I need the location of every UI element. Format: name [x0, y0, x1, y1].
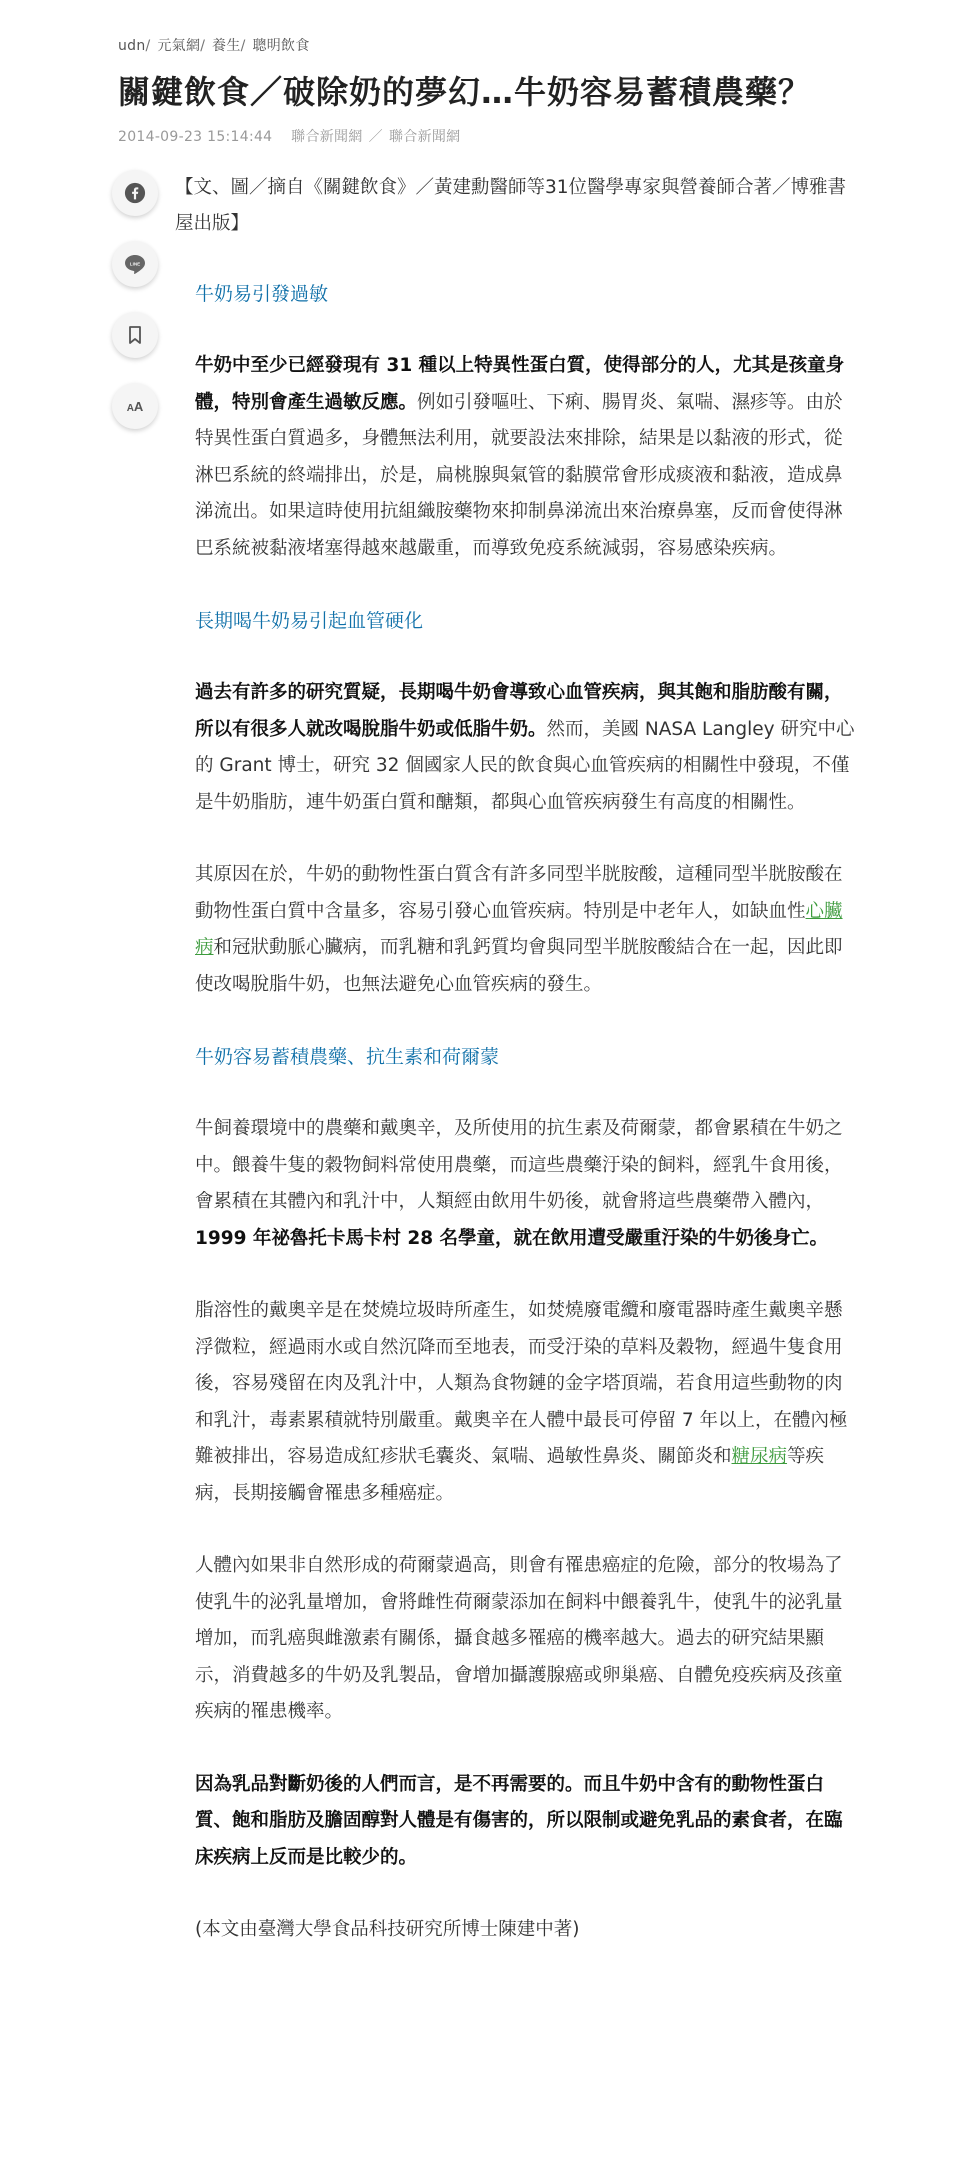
font-size-button[interactable]: [112, 383, 158, 429]
section-heading: 長期喝牛奶易引起血管硬化: [195, 610, 424, 632]
paragraph-bold: 牛奶中至少已經發現有 31 種以上特異性蛋白質，使得部分的人，尤其是孩童身體，特別會產生過敏反應。: [195, 355, 845, 413]
article-intro: 【文、圖／摘自《關鍵飲食》／黃建勳醫師等31位醫學專家與營養師合著／博雅書屋出版】: [175, 177, 847, 234]
breadcrumb-item-udn[interactable]: udn: [118, 38, 146, 54]
line-icon-label: LINE: [129, 261, 141, 267]
paragraph-bold: 1999 年祕魯托卡馬卡村 28 名學童，就在飲用遭受嚴重汙染的牛奶後身亡。: [195, 1227, 829, 1249]
breadcrumb-item-yuanqi[interactable]: 元氣網: [157, 38, 201, 54]
breadcrumb-separator: /: [200, 38, 206, 54]
keyword-link-heart-disease[interactable]: 心臟病: [195, 900, 843, 958]
breadcrumb-item-diet[interactable]: 聰明飲食: [252, 38, 310, 54]
section-heading: 牛奶易引發過敏: [195, 283, 329, 305]
publish-datetime: 2014-09-23 15:14:44: [118, 129, 273, 145]
section-heading: 牛奶容易蓄積農藥、抗生素和荷爾蒙: [195, 1046, 500, 1068]
paragraph: 其原因在於，牛奶的動物性蛋白質含有許多同型半胱胺酸，這種同型半胱胺酸在動物性蛋白質中含量多，容易引發心血管疾病。特別是中老年人，如缺血性心臟病和冠狀動脈心臟病，而乳糖和乳鈣質均會與同型半胱胺酸結合在一起，因此即使改喝脫脂牛奶，也無法避免心血管疾病的發生。: [195, 864, 843, 995]
paragraph: 脂溶性的戴奧辛是在焚燒垃圾時所產生，如焚燒廢電纜和廢電器時產生戴奧辛懸浮微粒，經過雨水或自然沉降而至地表，而受汙染的草料及穀物，經過牛隻食用後，容易殘留在肉及乳汁中，人類為食物鏈的金字塔頂端，若食用這些動物的肉和乳汁，毒素累積就特別嚴重。戴奧辛在人體中最長可停留 7 年以上，在體內極難被排出，容易造成紅疹狀毛囊炎、氣喘、過敏性鼻炎、關節炎和糖尿病等疾病，長期接觸會罹患多種癌症。: [195, 1300, 848, 1504]
bookmark-button[interactable]: [112, 312, 158, 358]
breadcrumb-separator: /: [145, 38, 151, 54]
share-toolbar: [112, 170, 158, 454]
article-footnote: (本文由臺灣大學食品科技研究所博士陳建中著): [195, 1919, 580, 1940]
paragraph-bold: 因為乳品對斷奶後的人們而言，是不再需要的。而且牛奶中含有的動物性蛋白質、飽和脂肪及膽固醇對人體是有傷害的，所以限制或避免乳品的素食者，在臨床疾病上反而是比較少的。: [195, 1773, 843, 1868]
article-meta: [118, 126, 460, 146]
facebook-icon: [124, 182, 146, 204]
paragraph: 牛飼養環境中的農藥和戴奧辛，及所使用的抗生素及荷爾蒙，都會累積在牛奶之中。餵養牛隻的穀物飼料常使用農藥，而這些農藥汙染的飼料，經乳牛食用後，會累積在其體內和乳汁中，人類經由飲用牛奶後，就會將這些農藥帶入體內，1999 年祕魯托卡馬卡村 28 名學童，就在飲用遭受嚴重汙染的牛奶後身亡。: [195, 1118, 843, 1249]
paragraph: 牛奶中至少已經發現有 31 種以上特異性蛋白質，使得部分的人，尤其是孩童身體，特別會產生過敏反應。例如引發嘔吐、下痢、腸胃炎、氣喘、濕疹等。由於特異性蛋白質過多，身體無法利用，就要設法來排除，結果是以黏液的形式，從淋巴系統的終端排出，於是，扁桃腺與氣管的黏膜常會形成痰液和黏液，造成鼻涕流出。如果這時使用抗組織胺藥物來抑制鼻涕流出來治療鼻塞，反而會使得淋巴系統被黏液堵塞得越來越嚴重，而導致免疫系統減弱，容易感染疾病。: [195, 355, 845, 559]
keyword-link-diabetes[interactable]: 糖尿病: [731, 1446, 788, 1467]
author-link[interactable]: 聯合新聞網: [388, 129, 461, 145]
breadcrumb: [118, 35, 310, 55]
article-body: [195, 276, 860, 1949]
line-icon: [123, 253, 147, 275]
facebook-share-button[interactable]: [112, 170, 158, 216]
paragraph: 人體內如果非自然形成的荷爾蒙過高，則會有罹患癌症的危險，部分的牧場為了使乳牛的泌乳量增加，會將雌性荷爾蒙添加在飼料中餵養乳牛，使乳牛的泌乳量增加，而乳癌與雌激素有關係，攝食越多罹癌的機率越大。過去的研究結果顯示，消費越多的牛奶及乳製品，會增加攝護腺癌或卵巢癌、自體免疫疾病及孩童疾病的罹患機率。: [195, 1555, 843, 1722]
breadcrumb-item-health[interactable]: 養生: [212, 38, 241, 54]
line-share-button[interactable]: [112, 241, 158, 287]
page-title: 關鍵飲食／破除奶的夢幻…牛奶容易蓄積農藥？: [118, 73, 812, 111]
paragraph-bold: 過去有許多的研究質疑，長期喝牛奶會導致心血管疾病，與其飽和脂肪酸有關，所以有很多人就改喝脫脂牛奶或低脂牛奶。: [195, 682, 843, 740]
breadcrumb-separator: /: [240, 38, 246, 54]
paragraph: 過去有許多的研究質疑，長期喝牛奶會導致心血管疾病，與其飽和脂肪酸有關，所以有很多人就改喝脫脂牛奶或低脂牛奶。然而，美國 NASA Langley 研究中心的 Grant 博士，研究 32 個國家人民的飲食與心血管疾病的相關性中發現，不僅是牛奶脂肪，連牛奶蛋白質和醣類，都與心血管疾病發生有高度的相關性。: [195, 682, 855, 813]
bookmark-icon: [126, 325, 144, 345]
font-size-icon: AA: [126, 398, 144, 414]
meta-divider: ／: [368, 129, 383, 145]
paragraph: [195, 1767, 860, 1877]
source-link[interactable]: 聯合新聞網: [291, 129, 363, 145]
